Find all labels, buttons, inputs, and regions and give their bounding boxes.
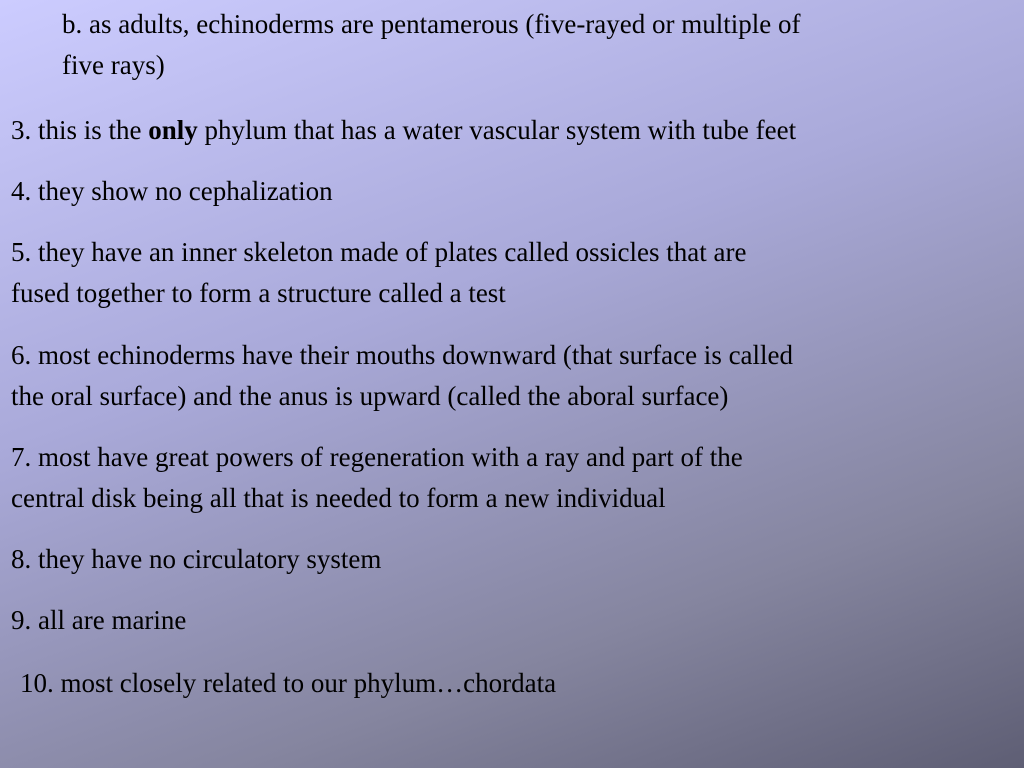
bullet-item-9: 9. all are marine — [11, 605, 187, 635]
bullet-item-b — [62, 4, 801, 86]
bullet-item-8: 8. they have no circulatory system — [11, 544, 382, 574]
bullet-item-4: 4. they show no cephalization — [11, 176, 333, 206]
bullet-item-3-suffix: phylum that has a water vascular system with tube feet — [197, 115, 797, 145]
bullet-item-5-line-2: fused together to form a structure called a test — [11, 278, 506, 308]
bullet-item-6-line-1: 6. most echinoderms have their mouths downward (that surface is called — [11, 340, 794, 370]
bullet-item-3 — [11, 110, 796, 151]
bullet-item-3-emphasis: only — [148, 115, 198, 145]
bullet-item-b-line-1: b. as adults, echinoderms are pentamerous (five-rayed or multiple of — [62, 9, 801, 39]
bullet-item-5-line-1: 5. they have an inner skeleton made of plates called ossicles that are — [11, 237, 747, 267]
bullet-item-7-line-1: 7. most have great powers of regeneration with a ray and part of the — [11, 442, 743, 472]
bullet-item-7 — [11, 437, 743, 519]
bullet-item-5 — [11, 232, 746, 314]
bullet-item-7-line-2: central disk being all that is needed to form a new individual — [11, 483, 666, 513]
bullet-item-b-line-2: five rays) — [62, 50, 165, 80]
bullet-item-10: 10. most closely related to our phylum…chordata — [20, 668, 557, 698]
bullet-item-6 — [11, 335, 793, 417]
bullet-item-3-prefix: 3. this is the — [11, 115, 149, 145]
bullet-item-6-line-2: the oral surface) and the anus is upward (called the aboral surface) — [11, 381, 729, 411]
